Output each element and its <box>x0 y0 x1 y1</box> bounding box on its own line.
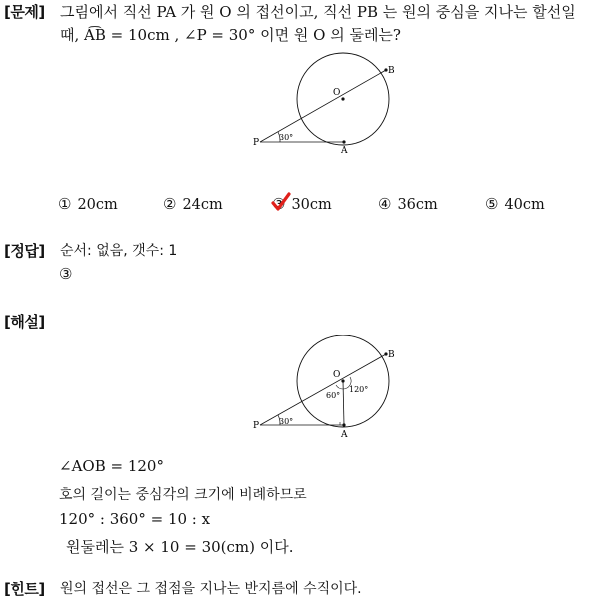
choice-3[interactable] <box>272 195 332 213</box>
choice-5-number: ⑤ <box>485 195 499 213</box>
center-point <box>341 379 344 382</box>
label-p: P <box>253 138 260 148</box>
solution-line3: 120° : 360° = 10 : x <box>59 510 211 528</box>
problem-text-line1: 그림에서 직선 PA 가 원 O 의 접선이고, 직선 PB 는 원의 중심을 지나는 할선일 <box>60 3 576 21</box>
choice-4-number: ④ <box>378 195 392 213</box>
problem-figure <box>250 52 400 157</box>
radius-oa <box>343 381 344 425</box>
solution-line2: 호의 길이는 중심각의 크기에 비례하므로 <box>59 487 307 503</box>
point-a <box>342 423 345 426</box>
choice-1-text: 20cm <box>77 197 118 213</box>
label-o: O <box>333 370 341 380</box>
center-point <box>341 97 344 100</box>
solution-line4: 원둘레는 3 × 10 = 30(cm) 이다. <box>66 538 294 556</box>
choice-5-text: 40cm <box>504 197 545 213</box>
choice-4[interactable] <box>378 195 438 213</box>
choice-1[interactable] <box>58 195 118 213</box>
label-angle-60: 60° <box>326 391 341 400</box>
point-a <box>342 140 345 143</box>
hint-line1: 원의 접선은 그 접점을 지나는 반지름에 수직이다. <box>60 581 362 597</box>
solution-figure <box>250 335 400 443</box>
problem-text-line2: 때, A͡B = 10cm , ∠P = 30° 이면 원 O 의 둘레는? <box>60 26 401 44</box>
choice-1-number: ① <box>58 195 72 213</box>
choice-4-text: 36cm <box>397 197 438 213</box>
choice-5[interactable] <box>485 195 545 213</box>
check-mark-icon <box>271 192 291 212</box>
problem-tag: [문제] <box>4 3 45 21</box>
label-b: B <box>388 350 395 360</box>
choice-2-number: ② <box>163 195 177 213</box>
angle-arc-60 <box>336 385 343 389</box>
answer-line2: ③ <box>59 265 73 283</box>
label-angle-30: 30° <box>279 133 294 142</box>
label-a: A <box>341 430 348 440</box>
choice-2-text: 24cm <box>182 197 223 213</box>
answer-tag: [정답] <box>4 242 45 260</box>
label-angle-120: 120° <box>349 385 369 394</box>
secant-pb <box>260 70 386 142</box>
hint-tag: [힌트] <box>4 580 45 598</box>
solution-tag: [해설] <box>4 313 45 331</box>
choice-3-number: ③ <box>272 195 286 213</box>
solution-line1: ∠AOB = 120° <box>59 457 164 475</box>
label-o: O <box>333 88 341 98</box>
label-angle-30: 30° <box>279 417 294 426</box>
label-p: P <box>253 421 260 431</box>
choice-3-text: 30cm <box>291 197 332 213</box>
choice-2[interactable] <box>163 195 223 213</box>
answer-line1: 순서: 없음, 갯수: 1 <box>60 243 178 259</box>
label-a: A <box>341 146 348 156</box>
label-b: B <box>388 66 395 76</box>
